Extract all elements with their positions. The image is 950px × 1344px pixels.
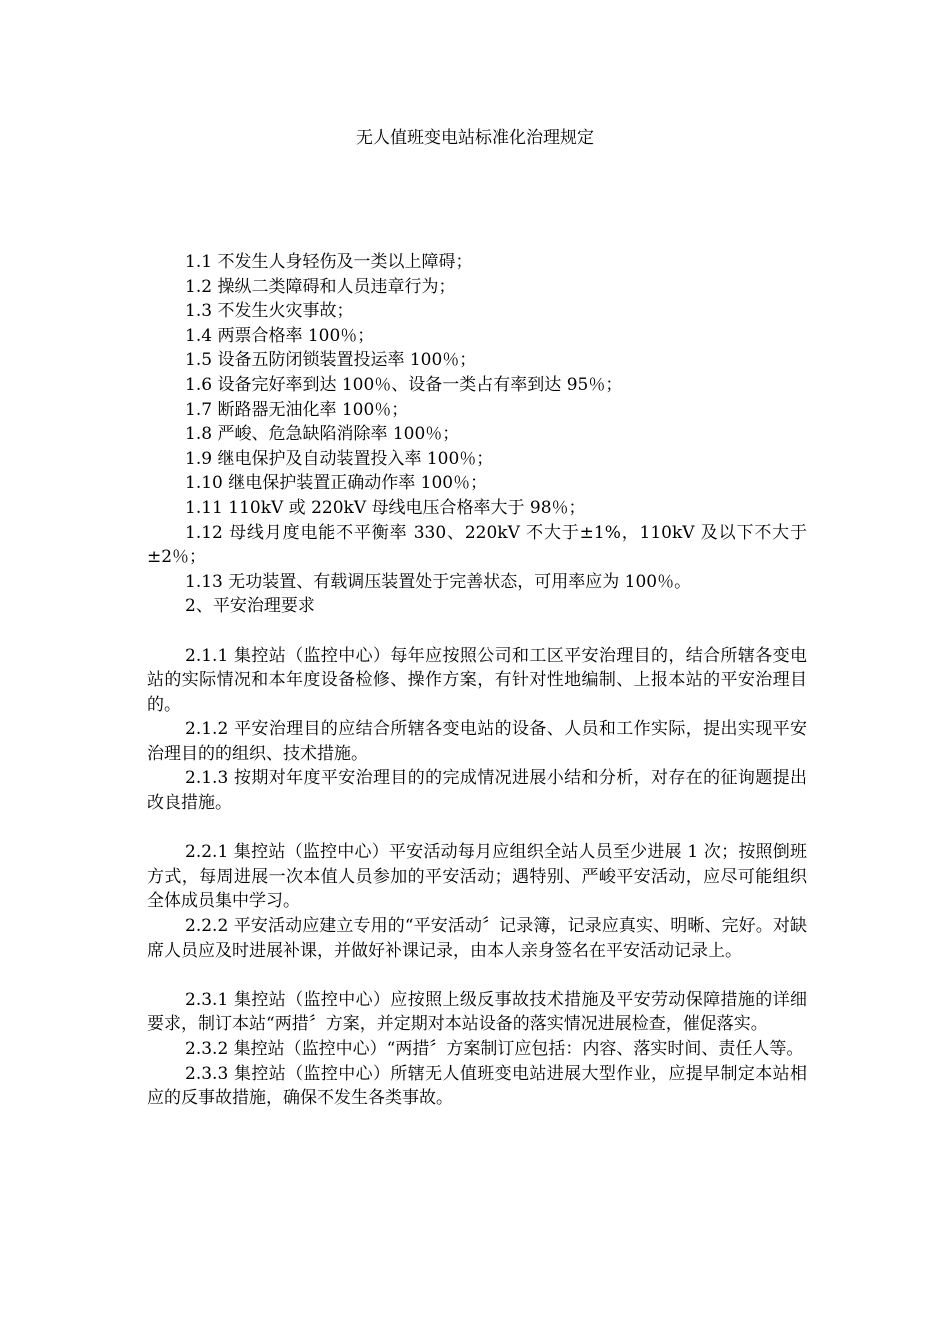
paragraph-gap bbox=[147, 619, 807, 644]
target-item-1-7: 1.7 断路器无油化率 100％； bbox=[185, 399, 409, 420]
target-item-1-12: 1.12 母线月度电能不平衡率 330、220kV 不大于±1%，110kV 及以下不大于±2％； bbox=[147, 522, 807, 568]
target-item-1-5: 1.5 设备五防闭锁装置投运率 100％； bbox=[185, 350, 477, 371]
target-item-1-13: 1.13 无功装置、有载调压装置处于完善状态，可用率应为 100％。 bbox=[185, 571, 692, 592]
target-item-1-3: 1.3 不发生火灾事故； bbox=[185, 301, 354, 322]
clause-2-3-2: 2.3.2 集控站（监控中心）“两措〞方案制订应包括：内容、落实时间、责任人等。 bbox=[185, 1039, 804, 1059]
clause-2-2-2: 2.2.2 平安活动应建立专用的“平安活动〞记录簿，记录应真实、明晰、完好。对缺席人员应及时进展补课，并做好补课记录，由本人亲身签名在平安活动记录上。 bbox=[147, 916, 807, 961]
target-item-1-6: 1.6 设备完好率到达 100％、设备一类占有率到达 95％； bbox=[185, 374, 623, 395]
target-item-1-1: 1.1 不发生人身轻伤及一类以上障碍； bbox=[185, 252, 473, 272]
clause-2-1-1: 2.1.1 集控站（监控中心）每年应按照公司和工区平安治理目的，结合所辖各变电站的实际情况和本年度设备检修、操作方案，有针对性地编制、上报本站的平安治理目的。 bbox=[147, 645, 807, 715]
target-item-1-9: 1.9 继电保护及自动装置投入率 100％； bbox=[185, 448, 494, 469]
section-2-heading: 2、平安治理要求 bbox=[185, 596, 315, 617]
target-item-1-10: 1.10 继电保护装置正确动作率 100％； bbox=[185, 473, 488, 494]
paragraph-gap bbox=[147, 816, 807, 841]
document-title: 无人值班变电站标准化治理规定 bbox=[356, 128, 594, 148]
clause-2-1-3: 2.1.3 按期对年度平安治理目的的完成情况进展小结和分析，对存在的征询题提出改良措施。 bbox=[147, 768, 807, 814]
clause-2-1-2: 2.1.2 平安治理目的应结合所辖各变电站的设备、人员和工作实际，提出实现平安治理目的的组织、技术措施。 bbox=[147, 719, 807, 764]
target-item-1-11: 1.11 110kV 或 220kV 母线电压合格率大于 98％； bbox=[185, 497, 586, 518]
clause-2-3-1: 2.3.1 集控站（监控中心）应按照上级反事故技术措施及平安劳动保障措施的详细要求，制订本站“两措〞方案，并定期对本站设备的落实情况进展检查，催促落实。 bbox=[147, 989, 807, 1035]
clause-2-2-1: 2.2.1 集控站（监控中心）平安活动每月应组织全站人员至少进展 1 次；按照倒班方式，每周进展一次本值人员参加的平安活动；遇特别、严峻平安活动，应尽可能组织全体成员集中学习。 bbox=[147, 842, 807, 912]
target-item-1-2: 1.2 操纵二类障碍和人员违章行为； bbox=[185, 276, 456, 297]
clause-2-3-3: 2.3.3 集控站（监控中心）所辖无人值班变电站进展大型作业，应提早制定本站相应的反事故措施，确保不发生各类事故。 bbox=[147, 1063, 807, 1109]
target-item-1-4: 1.4 两票合格率 100％； bbox=[185, 325, 375, 346]
document-body bbox=[147, 250, 807, 1111]
target-item-1-8: 1.8 严峻、危急缺陷消除率 100％； bbox=[185, 424, 460, 445]
paragraph-gap bbox=[147, 963, 807, 988]
